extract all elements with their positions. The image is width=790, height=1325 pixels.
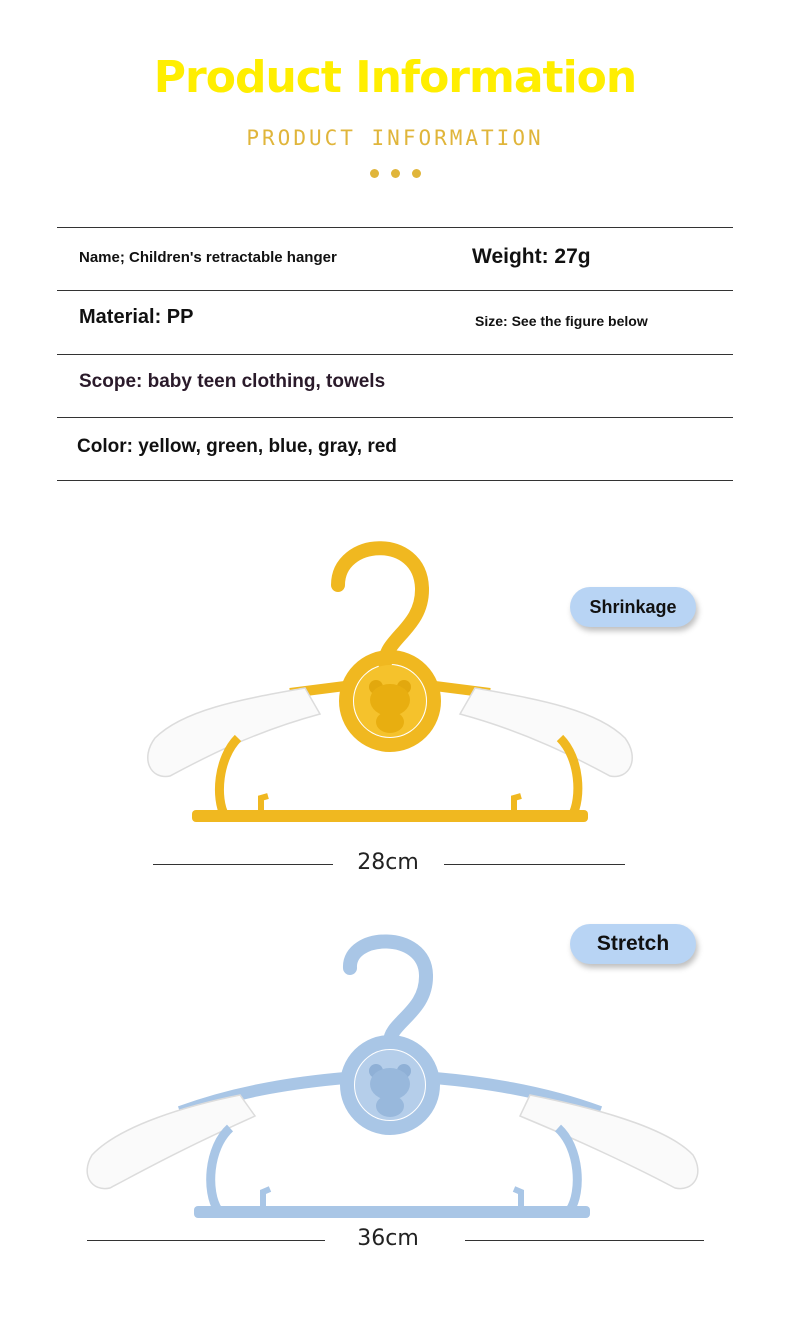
dimension-line-left <box>153 864 333 865</box>
dot-2 <box>391 169 400 178</box>
page-subtitle: PRODUCT INFORMATION <box>246 126 544 150</box>
spec-weight: Weight: 27g <box>472 245 591 268</box>
table-divider <box>57 417 733 418</box>
stretch-badge: Stretch <box>570 924 696 964</box>
spec-scope: Scope: baby teen clothing, towels <box>79 371 386 392</box>
table-divider <box>57 354 733 355</box>
stretch-width-label: 36cm <box>357 1226 419 1251</box>
spec-size: Size: See the figure below <box>475 313 648 329</box>
yellow-hanger-image <box>130 528 650 838</box>
dot-1 <box>370 169 379 178</box>
table-divider <box>57 480 733 481</box>
spec-name: Name; Children's retractable hanger <box>79 249 337 266</box>
dimension-line-right <box>444 864 625 865</box>
spec-color: Color: yellow, green, blue, gray, red <box>77 436 397 457</box>
table-divider <box>57 290 733 291</box>
dimension-line-left <box>87 1240 325 1241</box>
dot-3 <box>412 169 421 178</box>
shrinkage-badge: Shrinkage <box>570 587 696 627</box>
shrink-width-label: 28cm <box>357 850 419 875</box>
page-title: Product Information <box>153 52 637 103</box>
decorative-dots <box>0 169 790 178</box>
blue-hanger-image <box>80 930 710 1230</box>
spec-material: Material: PP <box>79 306 194 328</box>
table-divider <box>57 227 733 228</box>
dimension-line-right <box>465 1240 704 1241</box>
